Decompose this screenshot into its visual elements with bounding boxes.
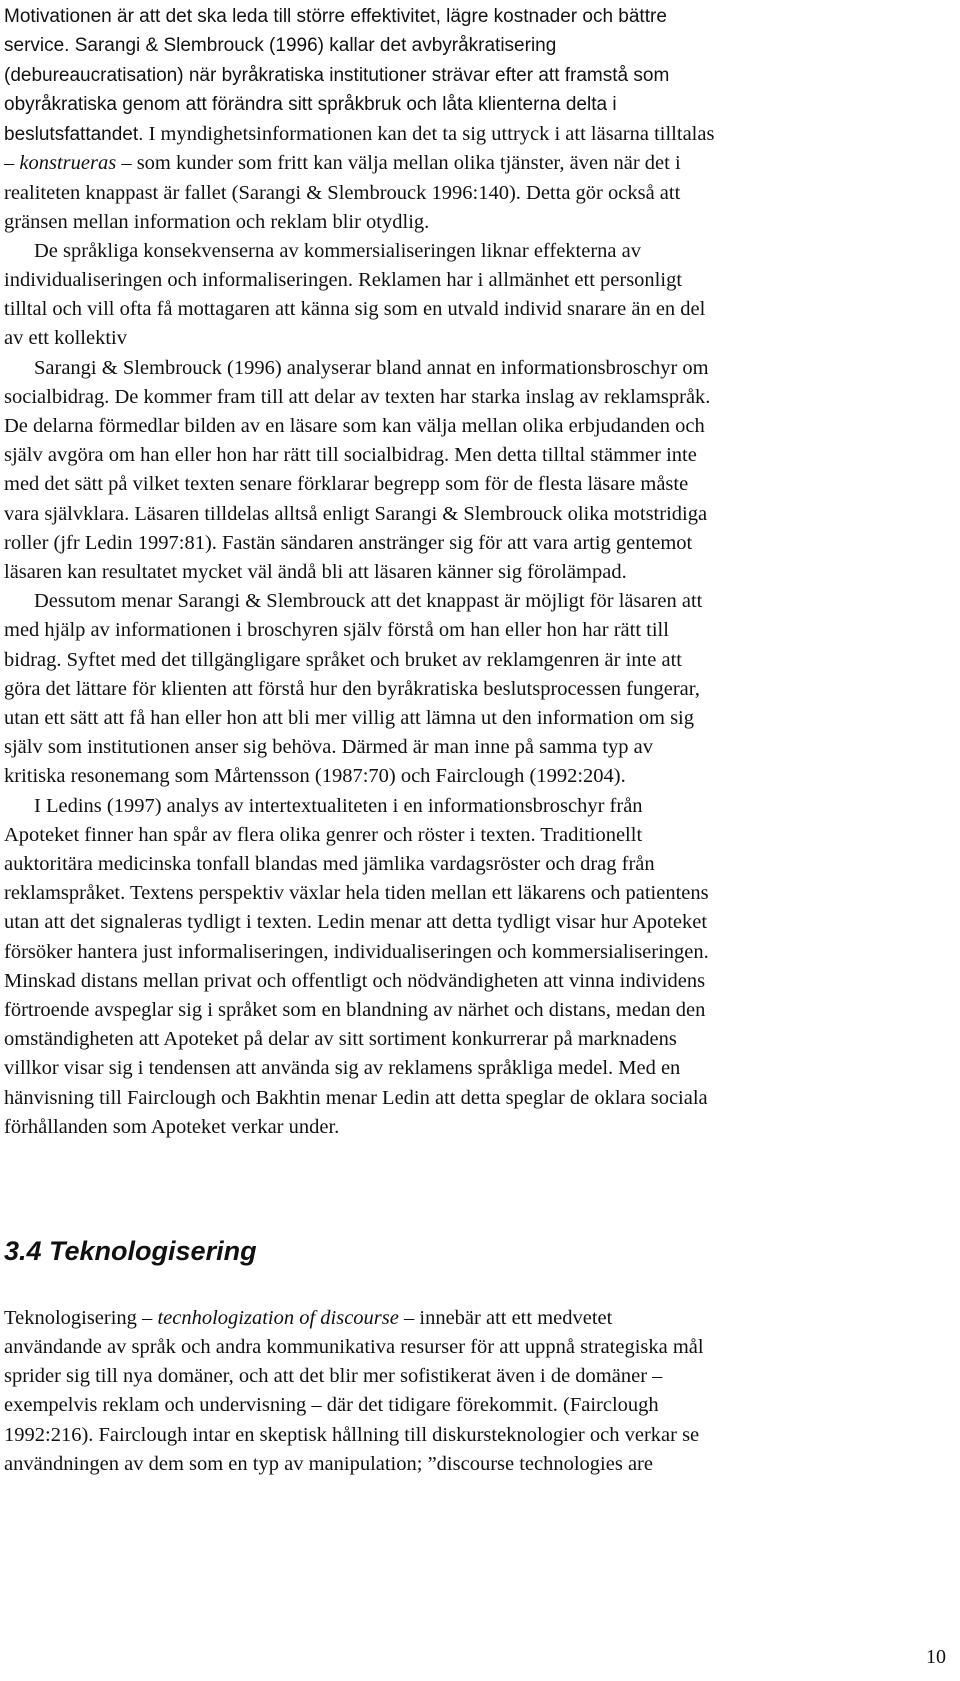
text-line: individualiseringen och informaliseringen. Reklamen har i allmänhet ett personligt [4,269,683,291]
paragraph-start: Dessutom menar Sarangi & Slembrouck att det knappast är möjligt för läsaren att [34,590,703,612]
text-run: I myndighetsinformationen kan det ta sig uttryck i att läsarna tilltalas [143,123,715,145]
text-line: obyråkratiska genom att förändra sitt språkbruk och låta klienterna delta i [4,94,617,115]
italic-term: tecnhologization of discourse [157,1307,399,1329]
paragraph-start: Sarangi & Slembrouck (1996) analyserar bland annat en informationsbroschyr om [34,357,709,379]
text-line: realiteten knappast är fallet (Sarangi & Slembrouck 1996:140). Detta gör också att [4,182,681,204]
text-run: – som kunder som fritt kan välja mellan olika tjänster, även när det i [116,152,681,174]
text-line: med det sätt på vilket texten senare förklarar begrepp som för de flesta läsare måste [4,473,689,495]
text-line: (debureaucratisation) när byråkratiska institutioner strävar efter att framstå som [4,65,670,86]
text-line: försöker hantera just informaliseringen, individualiseringen och kommersialiseringen. [4,941,709,963]
text-run: beslutsfattandet. [4,124,144,145]
text-line: Motivationen är att det ska leda till större effektivitet, lägre kostnader och bättre [4,6,667,27]
text-line: förtroende avspeglar sig i språket som en blandning av närhet och distans, medan den [4,999,706,1021]
text-line [4,150,681,176]
text-line: användande av språk och andra kommunikativa resurser för att uppnå strategiska mål [4,1336,704,1358]
text-line: själv som institutionen anser sig behöva. Därmed är man inne på samma typ av [4,736,654,758]
text-run: – [4,152,20,174]
text-line: förhållanden som Apoteket verkar under. [4,1116,340,1138]
text-line: vara självklara. Läsaren tilldelas alltså enligt Sarangi & Slembrouck olika motstridiga [4,503,708,525]
text-line: socialbidrag. De kommer fram till att delar av texten har starka inslag av reklamspråk. [4,386,711,408]
text-line: reklamspråket. Textens perspektiv växlar hela tiden mellan ett läkarens och patientens [4,882,709,904]
text-line: hänvisning till Fairclough och Bakhtin menar Ledin att detta speglar de oklara sociala [4,1087,708,1109]
paragraph-start: I Ledins (1997) analys av intertextualiteten i en informationsbroschyr från [34,795,643,817]
text-line: gränsen mellan information och reklam blir otydlig. [4,211,430,233]
text-line: utan att det signaleras tydligt i texten. Ledin menar att detta tydligt visar hur Apoteket [4,911,708,933]
text-line: läsaren kan resultatet mycket väl ändå bli att läsaren känner sig förolämpad. [4,561,627,583]
text-line: 1992:216). Fairclough intar en skeptisk hållning till diskursteknologier och verkar se [4,1424,700,1446]
text-line: göra det lättare för klienten att förstå hur den byråkratiska beslutsprocessen fungerar, [4,678,700,700]
text-line: kritiska resonemang som Mårtensson (1987:70) och Fairclough (1992:204). [4,765,626,787]
text-line: Apoteket finner han spår av flera olika genrer och röster i texten. Traditionellt [4,824,643,846]
text-line [4,1305,612,1331]
paragraph-start: De språkliga konsekvenserna av kommersialiseringen liknar effekterna av [34,240,641,262]
page-number: 10 [926,1646,946,1668]
text-line: service. Sarangi & Slembrouck (1996) kallar det avbyråkratisering [4,35,557,56]
text-line: villkor visar sig i tendensen att använda sig av reklamens språkliga medel. Med en [4,1057,681,1079]
text-line: roller (jfr Ledin 1997:81). Fastän sändaren anstränger sig för att vara artig gentemot [4,532,693,554]
italic-term: konstrueras [19,152,117,174]
text-line: omständigheten att Apoteket på delar av sitt sortiment konkurrerar på marknadens [4,1028,677,1050]
text-line: De delarna förmedlar bilden av en läsare som kan välja mellan olika erbjudanden och [4,415,705,437]
text-run: Teknologisering – [4,1307,158,1329]
text-line: bidrag. Syftet med det tillgängligare språket och bruket av reklamgenren är inte att [4,649,682,671]
text-line: utan ett sätt att få han eller hon att bli mer villig att lämna ut den information om sig [4,707,694,729]
text-run: – innebär att ett medvetet [398,1307,613,1329]
text-line [4,121,714,148]
text-line: med hjälp av informationen i broschyren själv förstå om han eller hon har rätt till [4,619,669,641]
text-line: Minskad distans mellan privat och offentligt och nödvändigheten att vinna individens [4,970,706,992]
text-line: användningen av dem som en typ av manipulation; ”discourse technologies are [4,1453,653,1475]
text-line: exempelvis reklam och undervisning – där det tidigare förekommit. (Fairclough [4,1394,659,1416]
text-line: själv avgöra om han eller hon har rätt till socialbidrag. Men detta tilltal stämmer inte [4,444,697,466]
text-line: tilltal och vill ofta få mottagaren att känna sig som en utvald individ snarare än en del [4,298,706,320]
text-line: sprider sig till nya domäner, och att det blir mer sofistikerat även i de domäner – [4,1365,663,1387]
section-heading: 3.4 Teknologisering [4,1236,257,1266]
text-line: auktoritära medicinska tonfall blandas med jämlika vardagsröster och drag från [4,853,655,875]
text-line: av ett kollektiv [4,327,127,349]
